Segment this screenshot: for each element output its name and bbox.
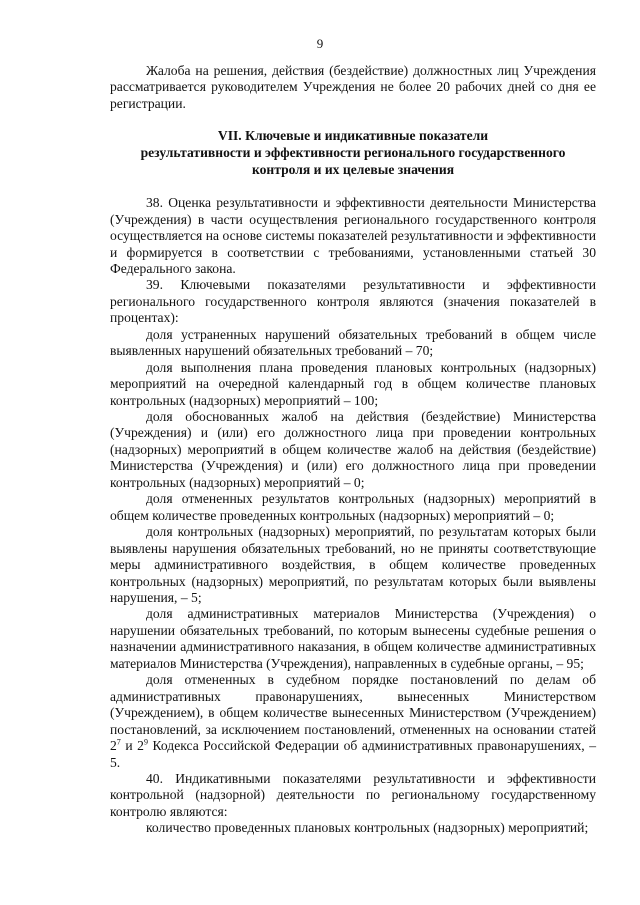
list-item: доля отмененных результатов контрольных (надзорных) мероприятий в общем количестве проведенных контрольных (надзорных) мероприятий – 0; xyxy=(110,491,596,523)
paragraph-38: 38. Оценка результативности и эффективности деятельности Министерства (Учреждения) в части осуществления регионального государственного контроля осуществляется на основе системы показателей результативности и эффективности и формируется в соответствии с требованиями, установленными статьей 30 Федерального закона. xyxy=(110,195,596,276)
document-body xyxy=(110,63,596,837)
text-segment: и 2 xyxy=(120,738,144,754)
list-item: доля выполнения плана проведения плановых контрольных (надзорных) мероприятий на очередной календарный год в общем количестве плановых контрольных (надзорных) мероприятий – 100; xyxy=(110,359,596,408)
list-item: доля обоснованных жалоб на действия (бездействие) Министерства (Учреждения) и (или) его должностного лица при проведении контрольных (надзорных) мероприятий в общем количестве жалоб на действия (бездействие) Министерства (Учреждения) и (или) его должностного лица при проведении контрольных (надзорных) мероприятий – 0; xyxy=(110,409,596,490)
text-segment: Кодекса Российской Федерации об административных правонарушениях, – 5. xyxy=(110,738,596,770)
text-segment: доля отмененных в судебном порядке постановлений по делам об административных правонарушениях, вынесенных Министерством (Учреждением), в общем количестве вынесенных Министерством (Учреждением) постановлений, за исключением постановлений, отмененных на основании статей 2 xyxy=(110,672,596,754)
list-item: доля устраненных нарушений обязательных требований в общем числе выявленных нарушений обязательных требований – 70; xyxy=(110,326,596,359)
section-heading-line-2: результативности и эффективности регионального государственного xyxy=(140,144,566,160)
list-item-with-superscripts xyxy=(110,672,596,771)
section-heading xyxy=(110,128,596,178)
list-item: доля административных материалов Министерства (Учреждения) о нарушении обязательных требований, по которым вынесены судебные решения о назначении административного наказания, в общем количестве административных материалов Министерства (Учреждения), направленных в судебные органы, – 95; xyxy=(110,606,596,671)
list-item: количество проведенных плановых контрольных (надзорных) мероприятий; xyxy=(146,820,589,836)
section-heading-line-3: контроля и их целевые значения xyxy=(251,161,455,177)
superscript: 7 xyxy=(116,737,121,747)
superscript: 9 xyxy=(143,737,148,747)
paragraph-39: 39. Ключевыми показателями результативности и эффективности регионального государственного контроля являются (значения показателей в процентах): xyxy=(110,277,596,326)
section-heading-line-1: VII. Ключевые и индикативные показатели xyxy=(217,128,489,144)
intro-paragraph: Жалоба на решения, действия (бездействие) должностных лиц Учреждения рассматривается руководителем Учреждения не более 20 рабочих дней со дня ее регистрации. xyxy=(110,63,596,111)
list-item: доля контрольных (надзорных) мероприятий, по результатам которых были выявлены нарушения обязательных требований, но не приняты соответствующие меры административного воздействия, в общем количестве проведенных контрольных (надзорных) мероприятий, по результатам которых были выявлены нарушения, – 5; xyxy=(110,524,596,606)
page-number: 9 xyxy=(316,36,324,51)
paragraph-40: 40. Индикативными показателями результативности и эффективности контрольной (надзорной) деятельности по региональному государственному контролю являются: xyxy=(110,771,596,819)
